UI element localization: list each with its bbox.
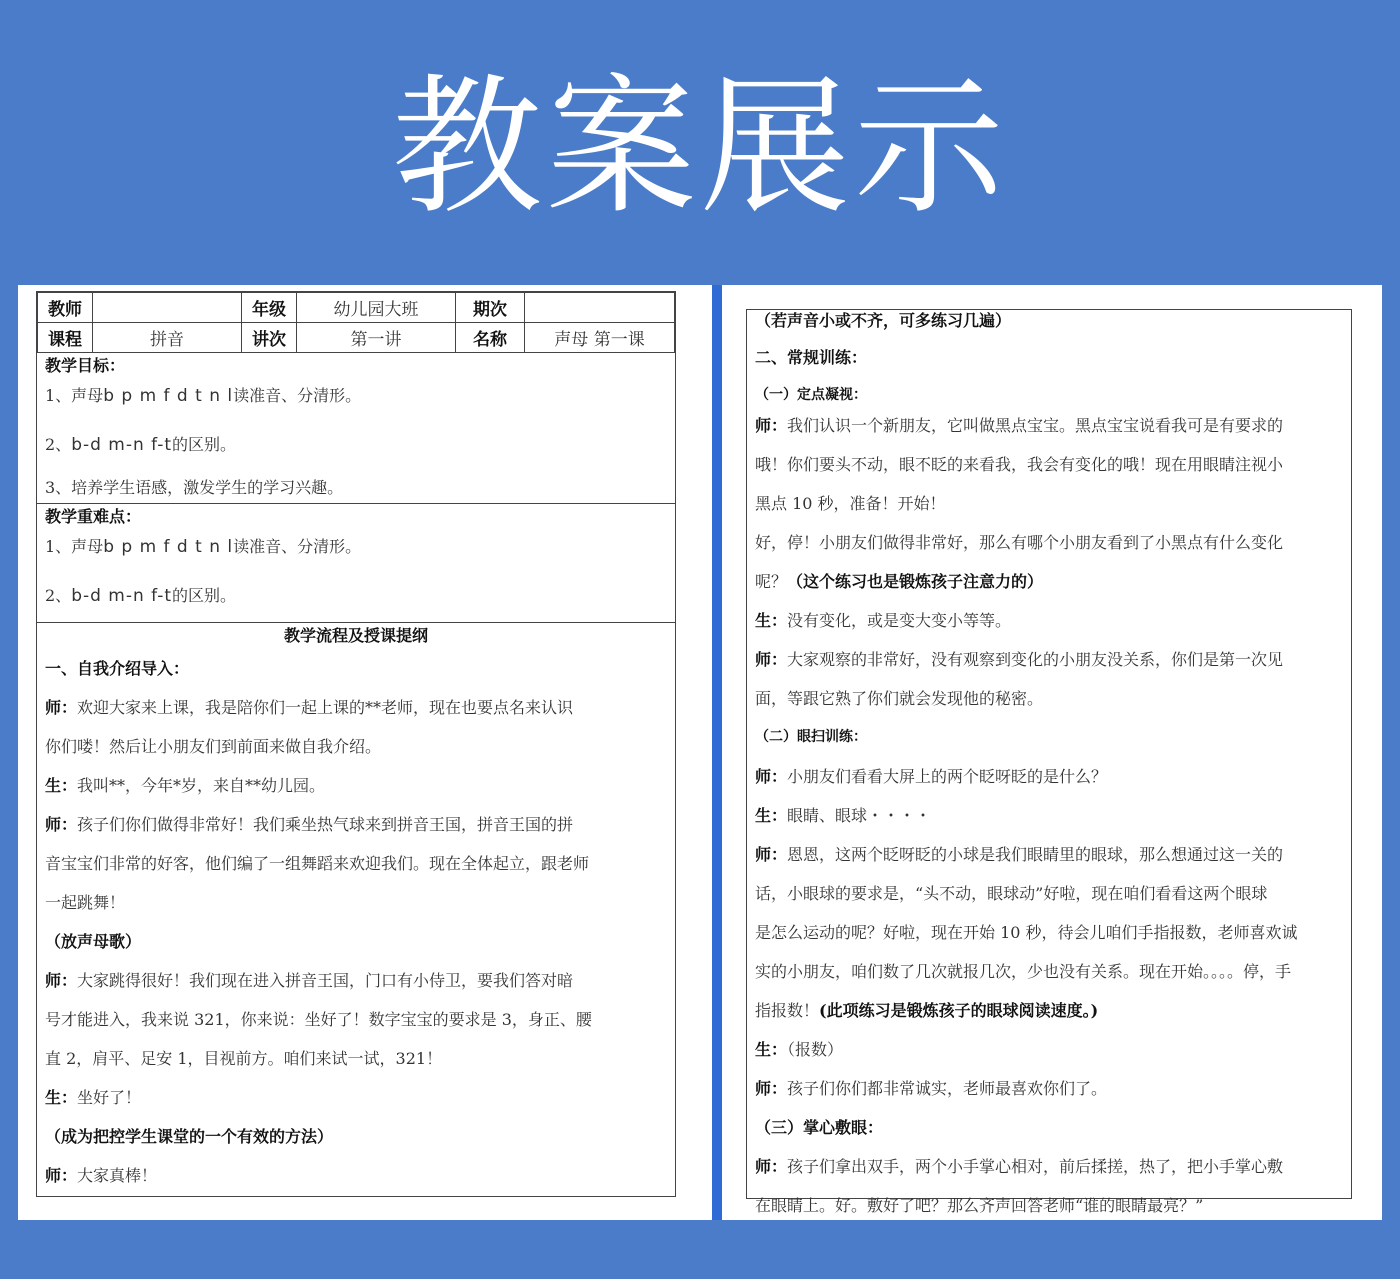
right-para: 话，小眼球的要求是，“头不动，眼球动”好啦，现在咱们看看这两个眼球 [755, 884, 1268, 903]
right-body [747, 310, 1351, 1225]
left-page-frame [36, 291, 676, 1197]
right-para: 面，等跟它熟了你们就会发现他的秘密。 [755, 689, 1044, 708]
right-para: 实的小朋友，咱们数了几次就报几次，少也没有关系。现在开始。。。。停，手 [755, 962, 1292, 981]
right-note: （若声音小或不齐，可多练习几遍） [755, 311, 1012, 330]
page-divider [712, 285, 722, 1220]
period-label: 期次 [456, 293, 525, 323]
right-sub-1: （一）定点凝视： [755, 387, 867, 403]
period-value [525, 293, 675, 323]
flow-title: 教学流程及授课提纲 [283, 626, 428, 645]
right-para: 师：孩子们你们都非常诚实，老师最喜欢你们了。 [755, 1079, 1108, 1098]
lesson-info-table [37, 292, 675, 353]
banner-title: 教案展示 [391, 61, 1008, 235]
right-para: 呢？（这个练习也是锻炼孩子注意力的） [755, 572, 1044, 591]
course-value: 拼音 [93, 323, 242, 353]
flow-para: 师：大家真棒！ [45, 1166, 158, 1185]
right-sub-2: （二）眼扫训练： [755, 729, 867, 745]
flow-para: 师：大家跳得很好！我们现在进入拼音王国，门口有小侍卫，要我们答对暗 [45, 971, 574, 990]
key-point-2: 2、b-d m-n f-t的区别。 [45, 586, 237, 606]
right-sub-3: （三）掌心敷眼： [755, 1118, 884, 1137]
goals-heading: 教学目标： [45, 356, 126, 375]
lecture-value: 第一讲 [297, 323, 456, 353]
right-para: 生：没有变化，或是变大变小等等。 [755, 611, 1012, 630]
right-para: 好，停！小朋友们做得非常好，那么有哪个小朋友看到了小黑点有什么变化 [755, 533, 1284, 552]
key-point-1: 1、声母b p m f d t n l读准音、分清形。 [45, 537, 362, 557]
flow-para: 你们喽！然后让小朋友们到前面来做自我介绍。 [45, 737, 382, 756]
flow-para: 师：欢迎大家来上课，我是陪你们一起上课的**老师，现在也要点名来认识 [45, 698, 574, 717]
right-page-frame [746, 309, 1352, 1215]
goal-item-2: 2、b-d m-n f-t的区别。 [45, 435, 237, 455]
grade-label: 年级 [242, 293, 297, 323]
flow-section-1: 一、自我介绍导入： [45, 659, 190, 678]
flow-note: （放声母歌） [45, 932, 142, 951]
flow-para: 一起跳舞！ [45, 893, 126, 912]
right-page [722, 285, 1382, 1220]
right-para: 师：小朋友们看看大屏上的两个眨呀眨的是什么？ [755, 767, 1108, 786]
flow-para: 生：我叫**，今年*岁，来自**幼儿园。 [45, 776, 326, 795]
right-para: 哦！你们要头不动，眼不眨的来看我，我会有变化的哦！现在用眼睛注视小 [755, 455, 1284, 474]
flow-para: 直 2，肩平、足安 1，目视前方。咱们来试一试，321！ [45, 1049, 443, 1068]
right-section-2: 二、常规训练： [755, 348, 868, 367]
left-page [18, 285, 712, 1220]
right-para: 生：眼睛、眼球・・・・ [755, 806, 932, 825]
teaching-flow [37, 622, 675, 1195]
goal-item-3: 3、培养学生语感，激发学生的学习兴趣。 [45, 478, 344, 497]
right-para: 师：我们认识一个新朋友，它叫做黑点宝宝。黑点宝宝说看我可是有要求的 [755, 416, 1284, 435]
flow-note: （成为把控学生课堂的一个有效的方法） [45, 1127, 334, 1146]
flow-para: 生：坐好了！ [45, 1088, 142, 1107]
right-para: 生：（报数） [755, 1040, 844, 1059]
right-para: 指报数！(此项练习是锻炼孩子的眼球阅读速度。) [755, 1001, 1099, 1020]
teacher-label: 教师 [38, 293, 93, 323]
right-para: 是怎么运动的呢？好啦，现在开始 10 秒，待会儿咱们手指报数，老师喜欢诚 [755, 923, 1298, 942]
name-value: 声母 第一课 [525, 323, 675, 353]
right-para: 师：大家观察的非常好，没有观察到变化的小朋友没关系，你们是第一次见 [755, 650, 1284, 669]
grade-value: 幼儿园大班 [297, 293, 456, 323]
right-para: 师：孩子们拿出双手，两个小手掌心相对，前后揉搓，热了，把小手掌心敷 [755, 1157, 1284, 1176]
key-points [37, 503, 675, 622]
right-para: 黑点 10 秒，准备！开始！ [755, 494, 946, 513]
name-label: 名称 [456, 323, 525, 353]
teaching-goals [37, 353, 675, 503]
teacher-value [93, 293, 242, 323]
flow-para: 师：孩子们你们做得非常好！我们乘坐热气球来到拼音王国，拼音王国的拼 [45, 815, 574, 834]
goal-item-1: 1、声母b p m f d t n l读准音、分清形。 [45, 386, 362, 406]
right-para: 在眼睛上。好。敷好了吧？那么齐声回答老师“谁的眼睛最亮？” [755, 1196, 1204, 1215]
flow-para: 音宝宝们非常的好客，他们编了一组舞蹈来欢迎我们。现在全体起立，跟老师 [45, 854, 590, 873]
lecture-label: 讲次 [242, 323, 297, 353]
key-points-heading: 教学重难点： [45, 507, 142, 526]
right-para: 师：恩恩，这两个眨呀眨的小球是我们眼睛里的眼球，那么想通过这一关的 [755, 845, 1284, 864]
flow-body [37, 649, 675, 1195]
flow-para: 号才能进入，我来说 321，你来说：坐好了！数字宝宝的要求是 3，身正、腰 [45, 1010, 592, 1029]
course-label: 课程 [38, 323, 93, 353]
